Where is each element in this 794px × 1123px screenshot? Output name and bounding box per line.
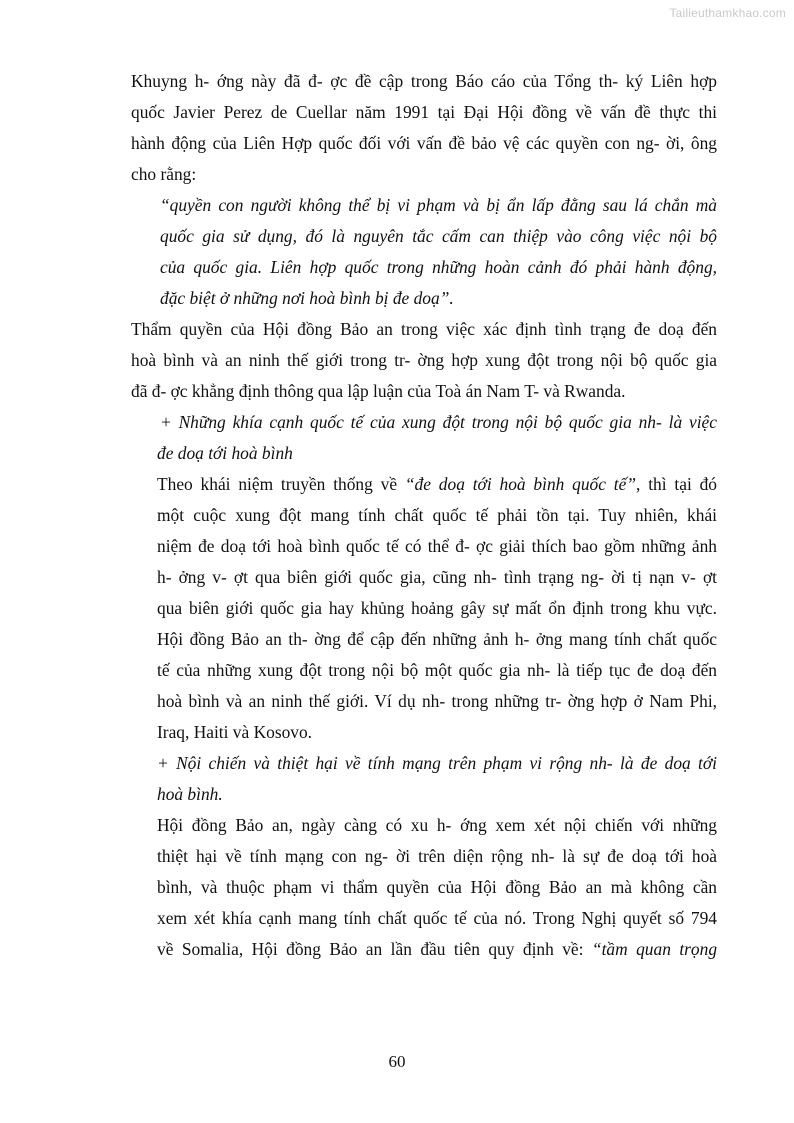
heading-line: + Những khía cạnh quốc tế của xung đột trong nội bộ quốc gia nh- là việc: [160, 412, 717, 432]
text-line: hành động của Liên Hợp quốc đối với vấn đề bảo vệ các quyền con ng- ời, ông: [131, 133, 717, 153]
text-line: niệm đe doạ tới hoà bình quốc tế có thể đ- ợc giải thích bao gồm những ảnh: [157, 536, 717, 556]
watermark: Tailieuthamkhao.com: [669, 6, 786, 20]
text-line: Hội đồng Bảo an th- ờng để cập đến những ảnh h- ởng mang tính chất quốc: [157, 629, 717, 649]
text-line: Thẩm quyền của Hội đồng Bảo an trong việc xác định tình trạng đe doạ đến: [131, 319, 717, 339]
text-line: tế của những xung đột trong nội bộ một quốc gia nh- là tiếp tục đe doạ đến: [157, 660, 717, 680]
text-line: [157, 934, 717, 965]
paragraph-intro: [131, 66, 717, 190]
text-line: thiệt hại về tính mạng con ng- ời trên diện rộng nh- là sự đe doạ tới hoà: [157, 846, 717, 866]
section-heading-civil-war: [131, 748, 717, 810]
paragraph-traditional-concept: [131, 469, 717, 748]
paragraph-authority: [131, 314, 717, 407]
heading-line: hoà bình.: [157, 784, 223, 804]
text-line: Khuyng h- ớng này đã đ- ợc đề cập trong Báo cáo của Tổng th- ký Liên hợp: [131, 71, 717, 91]
heading-line: + Nội chiến và thiệt hại về tính mạng trên phạm vi rộng nh- là đe doạ tới: [157, 753, 717, 773]
text-line: hoà bình và an ninh thế giới trong tr- ờng hợp xung đột trong nội bộ quốc gia: [131, 350, 717, 370]
text-line: bình, và thuộc phạm vi thẩm quyền của Hội đồng Bảo an mà không cần: [157, 877, 717, 897]
text-line: qua biên giới quốc gia hay khủng hoảng gây sự mất ổn định trong khu vực.: [157, 598, 717, 618]
text-line: quốc Javier Perez de Cuellar năm 1991 tại Đại Hội đồng về vấn đề thực thi: [131, 102, 717, 122]
text-line: [157, 469, 717, 500]
page-body: [131, 66, 717, 965]
paragraph-security-council: [131, 810, 717, 965]
text-line: đã đ- ợc khẳng định thông qua lập luận của Toà án Nam T- và Rwanda.: [131, 381, 626, 401]
text-run: , thì tại đó: [636, 474, 718, 494]
text-run: Theo khái niệm truyền thống về: [157, 474, 405, 494]
text-run: về Somalia, Hội đồng Bảo an lần đầu tiên quy định về:: [157, 939, 592, 959]
text-line: h- ởng v- ợt qua biên giới quốc gia, cũng nh- tình trạng ng- ời tị nạn v- ợt: [157, 567, 717, 587]
quote-line: “quyền con người không thể bị vi phạm và bị ẩn lấp đằng sau lá chắn mà: [160, 195, 717, 215]
quote-line: đặc biệt ở những nơi hoà bình bị đe doạ”.: [160, 288, 454, 308]
text-line: xem xét khía cạnh mang tính chất quốc tế của nó. Trong Nghị quyết số 794: [157, 908, 717, 928]
italic-quote: “đe doạ tới hoà bình quốc tế”: [404, 474, 637, 494]
quote-line: của quốc gia. Liên hợp quốc trong những hoàn cảnh đó phải hành động,: [160, 257, 717, 277]
text-line: cho rằng:: [131, 164, 197, 184]
block-quote: [131, 190, 717, 314]
text-line: Iraq, Haiti và Kosovo.: [157, 722, 313, 742]
quote-line: quốc gia sử dụng, đó là nguyên tắc cấm can thiệp vào công việc nội bộ: [160, 226, 717, 246]
page-number: 60: [388, 1052, 406, 1071]
text-line: hoà bình và an ninh thế giới. Ví dụ nh- trong những tr- ờng hợp ở Nam Phi,: [157, 691, 717, 711]
section-heading-international-aspects: [131, 407, 717, 469]
text-line: một cuộc xung đột mang tính chất quốc tế phải tồn tại. Tuy nhiên, khái: [157, 505, 717, 525]
text-line: Hội đồng Bảo an, ngày càng có xu h- ớng xem xét nội chiến với những: [157, 815, 717, 835]
italic-quote: “tầm quan trọng: [591, 939, 718, 959]
heading-line: đe doạ tới hoà bình: [157, 443, 293, 463]
